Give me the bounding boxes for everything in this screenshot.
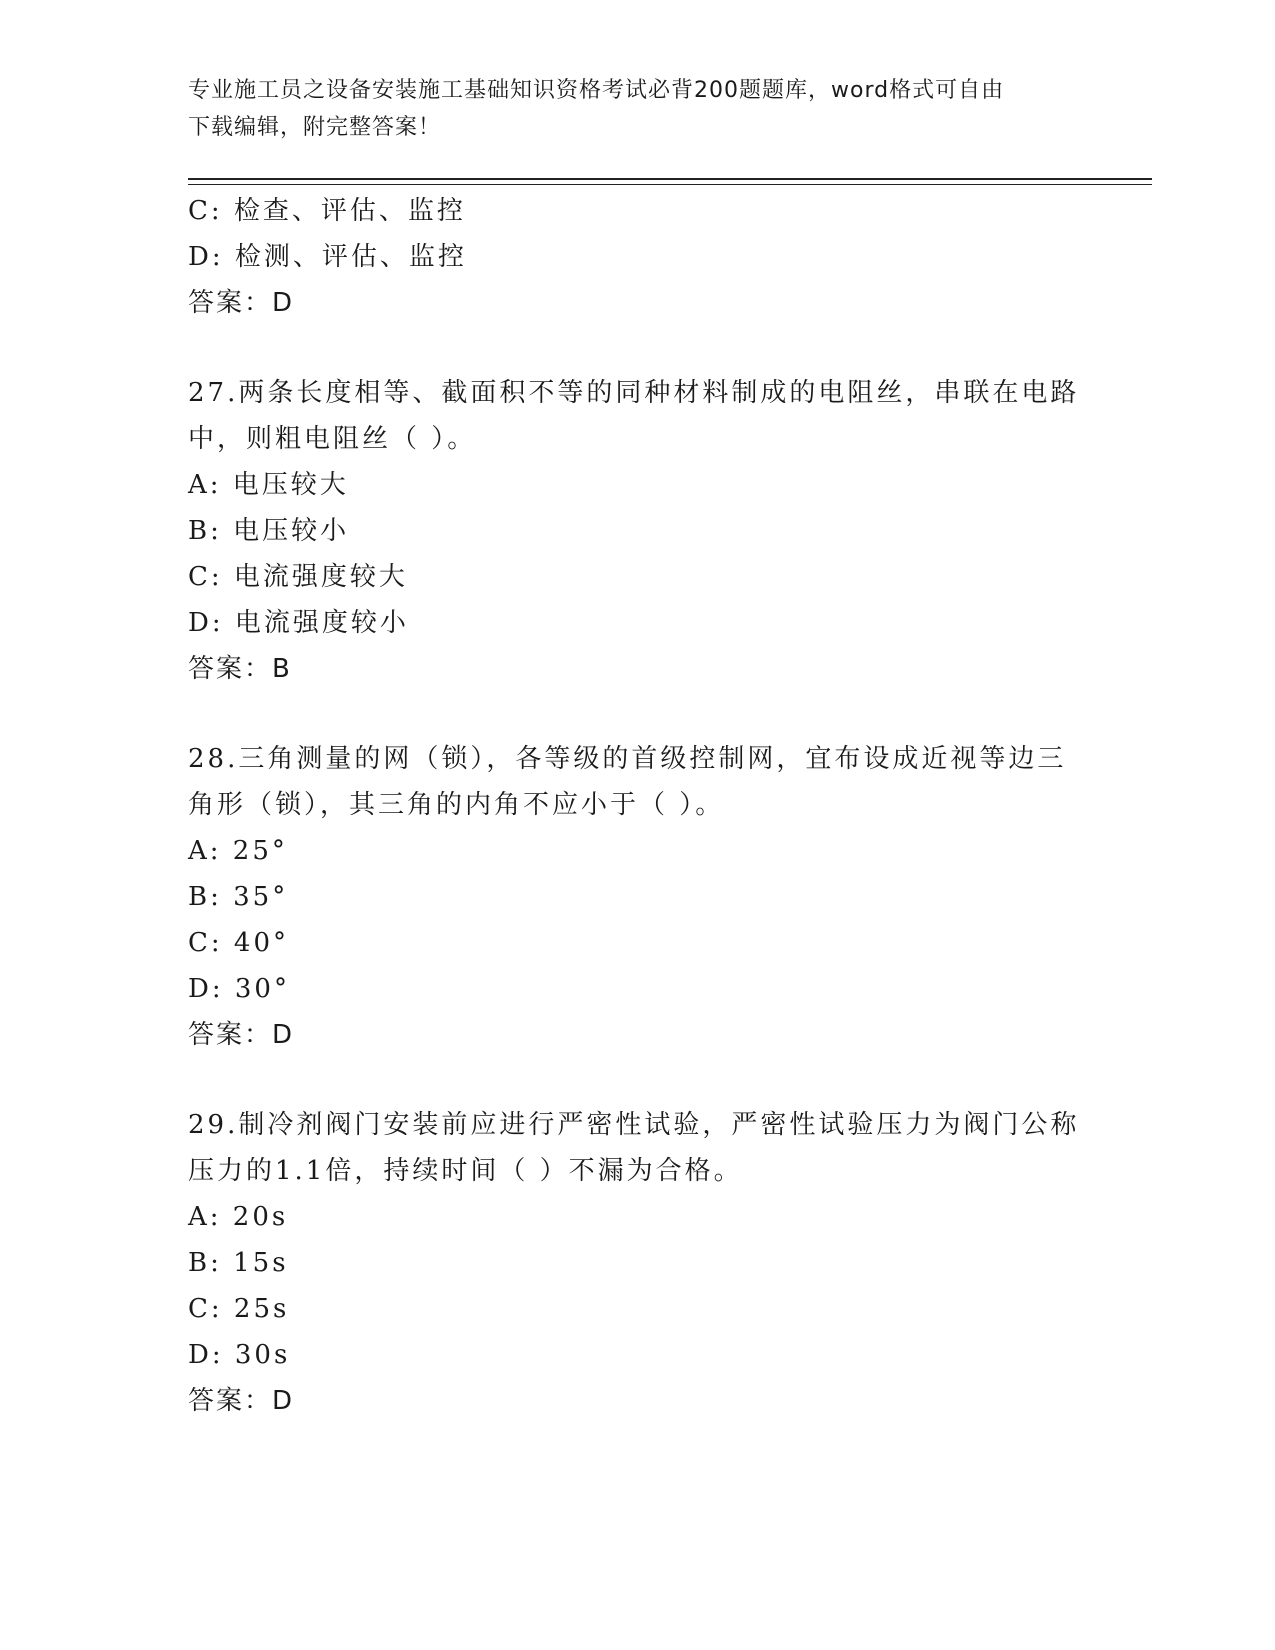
option-b: B: 35° (188, 882, 289, 912)
question-stem-line: 28.三角测量的网（锁），各等级的首级控制网，宜布设成近视等边三 (188, 744, 1067, 774)
header-rule-thin (188, 184, 1152, 185)
option-d: D: 电流强度较小 (188, 608, 409, 638)
header-line-1: 专业施工员之设备安装施工基础知识资格考试必背200题题库，word格式可自由 (188, 78, 1005, 103)
option-c: C: 电流强度较大 (188, 562, 408, 592)
question-list (188, 188, 1088, 1424)
question-29 (188, 1102, 1088, 1424)
option-d: D: 30s (188, 1340, 291, 1370)
question-stem-line: 角形（锁），其三角的内角不应小于（ ）。 (188, 790, 725, 820)
question-stem-line: 29.制冷剂阀门安装前应进行严密性试验，严密性试验压力为阀门公称 (188, 1110, 1080, 1140)
answer-line: 答案：D (188, 288, 295, 318)
question-28 (188, 736, 1088, 1058)
header-line-2: 下载编辑，附完整答案！ (188, 115, 442, 140)
option-d: D: 30° (188, 974, 290, 1004)
question-stem-line: 中，则粗电阻丝（ ）。 (188, 424, 477, 454)
previous-question-tail (188, 188, 1088, 326)
option-b: B: 电压较小 (188, 516, 350, 546)
answer-line: 答案：D (188, 1386, 295, 1416)
option-a: A: 25° (188, 836, 288, 866)
option-a: A: 20s (188, 1202, 289, 1232)
option-d: D: 检测、评估、监控 (188, 242, 467, 272)
question-stem-line: 27.两条长度相等、截面积不等的同种材料制成的电阻丝，串联在电路 (188, 378, 1080, 408)
option-c: C: 40° (188, 928, 290, 958)
option-b: B: 15s (188, 1248, 289, 1278)
header-rule-thick (188, 178, 1152, 180)
option-c: C: 25s (188, 1294, 290, 1324)
question-stem-line: 压力的1.1倍，持续时间（ ）不漏为合格。 (188, 1156, 743, 1186)
answer-line: 答案：D (188, 1020, 295, 1050)
document-header (188, 72, 1068, 146)
option-c: C: 检查、评估、监控 (188, 196, 466, 226)
question-27 (188, 370, 1088, 692)
option-a: A: 电压较大 (188, 470, 349, 500)
answer-line: 答案：B (188, 654, 292, 684)
